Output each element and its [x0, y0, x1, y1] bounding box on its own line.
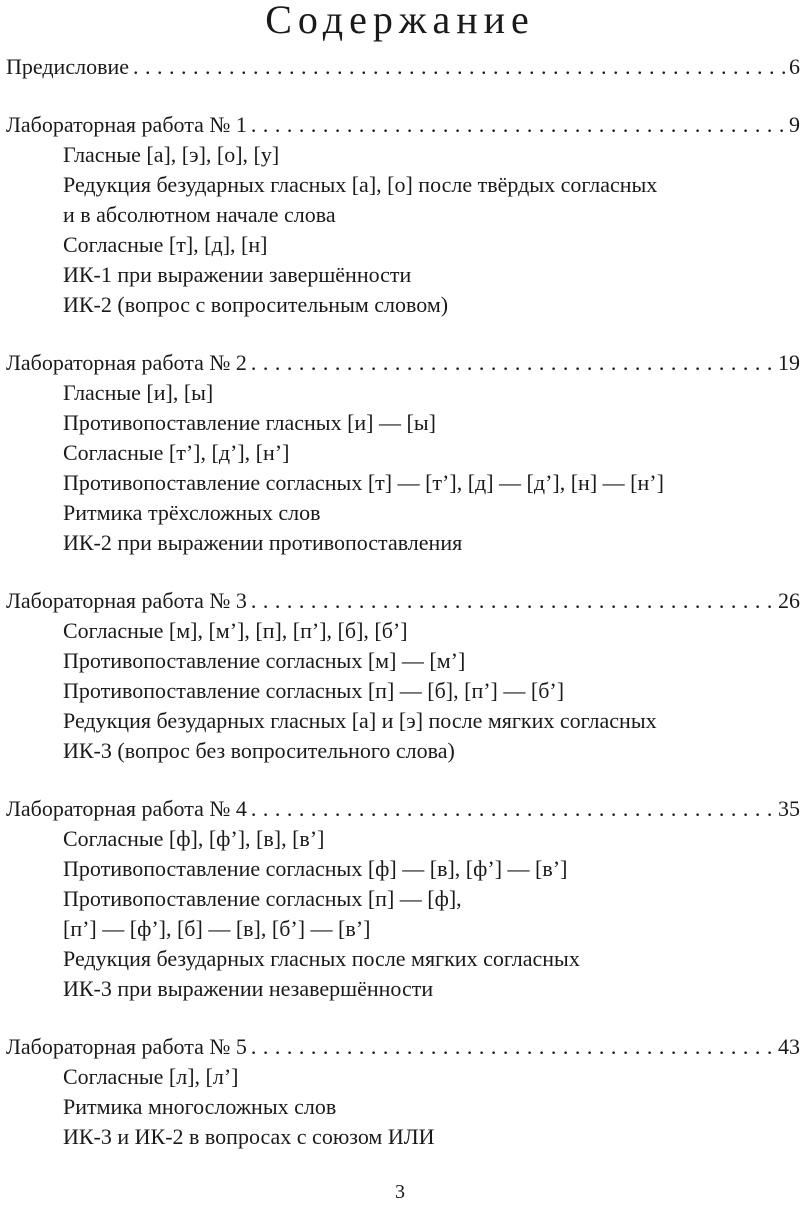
topic-item: Редукция безударных гласных [а], [о] после твёрдых согласных: [63, 172, 658, 197]
toc-section-lab-2: [6, 348, 800, 558]
topic-list: [6, 824, 800, 1004]
toc-entry-label: Лабораторная работа № 3: [6, 588, 247, 613]
page-number: 3: [395, 1181, 405, 1203]
toc-entry-page: 19: [778, 350, 800, 375]
topic-item: и в абсолютном начале слова: [63, 202, 336, 227]
topic-item: ИК-3 и ИК-2 в вопросах с союзом ИЛИ: [63, 1124, 435, 1149]
toc-section-preface: [6, 52, 800, 82]
leader-dots: [247, 586, 774, 616]
leader-dots: [247, 348, 774, 378]
topic-item: Согласные [т], [д], [н]: [63, 232, 268, 257]
leader-dots: [247, 794, 774, 824]
toc-entry-label: Лабораторная работа № 5: [6, 1034, 247, 1059]
toc-section-lab-5: [6, 1032, 800, 1152]
table-of-contents: [6, 52, 800, 1152]
toc-entry-page: 9: [789, 112, 800, 137]
topic-list: [6, 616, 800, 766]
leader-dots: [129, 52, 785, 82]
toc-entry-label: Предисловие: [6, 54, 129, 79]
toc-entry-page: 6: [789, 54, 800, 79]
leader-dots: [247, 1032, 774, 1062]
topic-item: ИК-3 (вопрос без вопросительного слова): [63, 738, 455, 763]
topic-item: Противопоставление согласных [м] — [м’]: [63, 648, 466, 673]
topic-item: Противопоставление согласных [п] — [ф],: [63, 886, 462, 911]
topic-item: ИК-2 (вопрос с вопросительным словом): [63, 292, 449, 317]
toc-section-lab-3: [6, 586, 800, 766]
toc-entry-label: Лабораторная работа № 2: [6, 350, 247, 375]
toc-entry-label: Лабораторная работа № 4: [6, 796, 247, 821]
topic-item: Противопоставление гласных [и] — [ы]: [63, 410, 436, 435]
topic-item: Согласные [ф], [ф’], [в], [в’]: [63, 826, 325, 851]
topic-list: [6, 378, 800, 558]
topic-item: Гласные [и], [ы]: [63, 380, 214, 405]
topic-item: Редукция безударных гласных после мягких согласных: [63, 946, 580, 971]
topic-item: Согласные [м], [м’], [п], [п’], [б], [б’]: [63, 618, 408, 643]
toc-entry-page: 35: [778, 796, 800, 821]
toc-entry-lab-4[interactable]: [6, 794, 800, 824]
topic-list: [6, 140, 800, 320]
toc-entry-lab-1[interactable]: [6, 110, 800, 140]
toc-entry-preface[interactable]: [6, 52, 800, 82]
topic-list: [6, 1062, 800, 1152]
toc-entry-lab-5[interactable]: [6, 1032, 800, 1062]
page-title: Содержание: [265, 0, 535, 42]
topic-item: [п’] — [ф’], [б] — [в], [б’] — [в’]: [63, 916, 371, 941]
toc-entry-label: Лабораторная работа № 1: [6, 112, 247, 137]
topic-item: Согласные [л], [л’]: [63, 1064, 239, 1089]
topic-item: Ритмика трёхсложных слов: [63, 500, 321, 525]
topic-item: Ритмика многосложных слов: [63, 1094, 337, 1119]
topic-item: Гласные [а], [э], [о], [у]: [63, 142, 280, 167]
topic-item: ИК-2 при выражении противопоставления: [63, 530, 463, 555]
topic-item: ИК-3 при выражении незавершённости: [63, 976, 434, 1001]
topic-item: Согласные [т’], [д’], [н’]: [63, 440, 290, 465]
toc-entry-lab-3[interactable]: [6, 586, 800, 616]
topic-item: Противопоставление согласных [т] — [т’], [д] — [д’], [н] — [н’]: [63, 470, 664, 495]
topic-item: Противопоставление согласных [ф] — [в], [ф’] — [в’]: [63, 856, 568, 881]
leader-dots: [247, 110, 785, 140]
toc-entry-lab-2[interactable]: [6, 348, 800, 378]
topic-item: Редукция безударных гласных [а] и [э] после мягких согласных: [63, 708, 657, 733]
topic-item: ИК-1 при выражении завершённости: [63, 262, 412, 287]
toc-section-lab-4: [6, 794, 800, 1004]
toc-entry-page: 26: [778, 588, 800, 613]
topic-item: Противопоставление согласных [п] — [б], [п’] — [б’]: [63, 678, 565, 703]
toc-section-lab-1: [6, 110, 800, 320]
toc-entry-page: 43: [778, 1034, 800, 1059]
